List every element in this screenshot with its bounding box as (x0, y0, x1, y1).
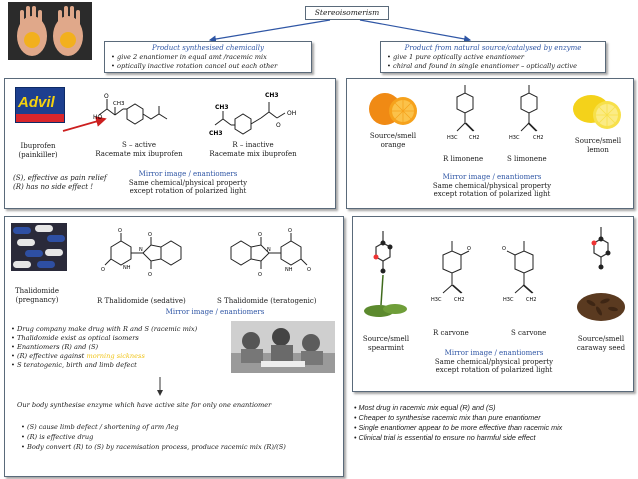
summary-item-1: • Most drug in racemic mix equal (R) and (S) (354, 403, 496, 412)
title: Stereoisomerism (314, 8, 380, 17)
svg-text:O: O (258, 272, 262, 278)
morning-sickness-highlight: morning sickness (86, 352, 145, 360)
thalidomide-effect-1: • (S) cause limb defect / shortening of arm /leg (21, 423, 179, 431)
left-header-bullet-1: • give 2 enantiomer in equal amt /racemic mix (111, 53, 267, 61)
summary-item-2: • Cheaper to synthesise racemic mix than pure enantiomer (354, 413, 541, 422)
svg-text:O: O (307, 267, 311, 273)
limonene-panel (346, 78, 634, 209)
thalidomide-effect-2: • (R) is effective drug (21, 433, 94, 441)
svg-text:CH2: CH2 (454, 297, 465, 303)
r-thalidomide-label: R Thalidomide (sedative) (97, 297, 186, 305)
thalidomide-mirror-text: Mirror image / enantiomers (165, 308, 265, 316)
svg-text:O: O (276, 122, 281, 129)
svg-text:CH3: CH3 (209, 130, 223, 137)
carvone-panel (352, 216, 634, 392)
svg-text:H3C: H3C (431, 297, 442, 303)
right-header-bullet-2: • chiral and found in single enantiomer – optically active (387, 62, 578, 70)
ibuprofen-effect-1: (S), effective as pain relief (13, 174, 107, 182)
svg-text:CH2: CH2 (526, 297, 537, 303)
s-limonene-structure (509, 83, 549, 153)
ibuprofen-mirror-text: Mirror image / enantiomers Same chemical/physical property except rotation of polarized light (128, 170, 248, 195)
thalidomide-bullet-3: • Enantiomers (R) and (S) (11, 343, 99, 351)
svg-text:O: O (148, 232, 152, 238)
hands-photo (8, 2, 92, 60)
svg-text:NH: NH (123, 265, 131, 271)
r-carvone-label: R carvone (433, 329, 469, 337)
r-carvone-structure (429, 239, 475, 319)
svg-text:O: O (101, 267, 105, 273)
s-thalidomide-structure (221, 225, 331, 285)
ibuprofen-name: Ibuprofen (painkiller) (18, 142, 58, 159)
limonene-mirror-text: Mirror image / enantiomers Same chemical/physical property except rotation of polarized light (432, 173, 552, 198)
svg-text:CH3: CH3 (265, 92, 279, 99)
thalidomide-name: Thalidomide (pregnancy) (14, 287, 60, 304)
svg-text:O: O (258, 232, 262, 238)
children-photo (231, 321, 335, 373)
pills-image (11, 223, 67, 271)
s-ibuprofen-label: S – active Racemate mix ibuprofen (95, 141, 183, 158)
ibuprofen-panel (4, 78, 336, 209)
orange-image (367, 87, 419, 127)
s-carvone-structure (501, 239, 551, 319)
svg-text:O: O (467, 246, 471, 252)
advil-logo-text: Advil (18, 94, 55, 111)
svg-text:H3C: H3C (509, 135, 520, 141)
left-header-bullet-2: • optically inactive rotation cancel out each other (111, 62, 278, 70)
right-header-heading: Product from natural source/catalysed by enzyme (404, 44, 582, 52)
svg-text:CH2: CH2 (533, 135, 544, 141)
r-limonene-structure (445, 83, 485, 153)
svg-text:H3C: H3C (503, 297, 514, 303)
s-limonene-label: S limonene (507, 155, 547, 163)
right-header-bullet-1: • give 1 pure optically active enantiomer (387, 53, 525, 61)
svg-text:OH: OH (287, 110, 297, 117)
r-ibuprofen-label: R – inactive Racemate mix ibuprofen (209, 141, 297, 158)
carvone-mirror-text: Mirror image / enantiomers Same chemical/physical property except rotation of polarized light (434, 349, 554, 374)
thalidomide-effect-3: • Body convert (R) to (S) by racemisation process, produce racemic mix (R)/(S) (21, 443, 286, 451)
down-arrow (150, 377, 170, 399)
right-header-box (380, 41, 606, 73)
svg-text:CH2: CH2 (469, 135, 480, 141)
svg-text:O: O (104, 93, 109, 100)
svg-text:HO: HO (93, 114, 103, 121)
s-ibuprofen-structure (91, 89, 201, 139)
svg-text:O: O (148, 272, 152, 278)
connector-left (210, 20, 330, 40)
svg-text:O: O (288, 228, 292, 234)
svg-text:CH3: CH3 (215, 104, 229, 111)
r-ibuprofen-structure (205, 85, 325, 145)
left-header-box (104, 41, 312, 73)
connector-right (360, 20, 470, 40)
caraway-label: Source/smell caraway seed (576, 335, 626, 352)
thalidomide-bullet-4: • (R) effective against morning sickness (11, 352, 145, 360)
spearmint-label: Source/smell spearmint (362, 335, 410, 352)
s-carvone-label: S carvone (511, 329, 547, 337)
svg-text:O: O (118, 228, 122, 234)
summary-item-4: • Clinical trial is essential to ensure no harmful side effect (354, 433, 536, 442)
svg-text:N: N (267, 247, 271, 253)
thalidomide-panel (4, 216, 344, 477)
s-thalidomide-label: S Thalidomide (teratogenic) (217, 297, 317, 305)
summary-item-3: • Single enantiomer appear to be more effective than racemic mix (354, 423, 563, 432)
svg-text:O: O (502, 246, 506, 252)
thalidomide-synthesis: Our body synthesise enzyme which have active site for only one enantiomer (17, 401, 272, 409)
svg-text:CH3: CH3 (113, 101, 125, 107)
thalidomide-bullet-2: • Thalidomide exist as optical isomers (11, 334, 139, 342)
svg-text:N: N (139, 247, 143, 253)
lemon-image (571, 89, 625, 133)
left-header-heading: Product synthesised chemically (152, 44, 264, 52)
thalidomide-bullet-1: • Drug company make drug with R and S (racemic mix) (11, 325, 198, 333)
svg-text:NH: NH (285, 267, 293, 273)
ibuprofen-effect-2: (R) has no side effect ! (13, 183, 94, 191)
summary-box (352, 404, 636, 464)
caraway-image (575, 223, 627, 323)
r-limonene-label: R limonene (443, 155, 484, 163)
svg-text:H3C: H3C (447, 135, 458, 141)
r-thalidomide-structure (101, 225, 211, 285)
spearmint-image (361, 225, 411, 321)
orange-label: Source/smell orange (369, 132, 417, 149)
lemon-label: Source/smell lemon (574, 137, 622, 154)
thalidomide-bullet-5: • S teratogenic, birth and limb defect (11, 361, 137, 369)
